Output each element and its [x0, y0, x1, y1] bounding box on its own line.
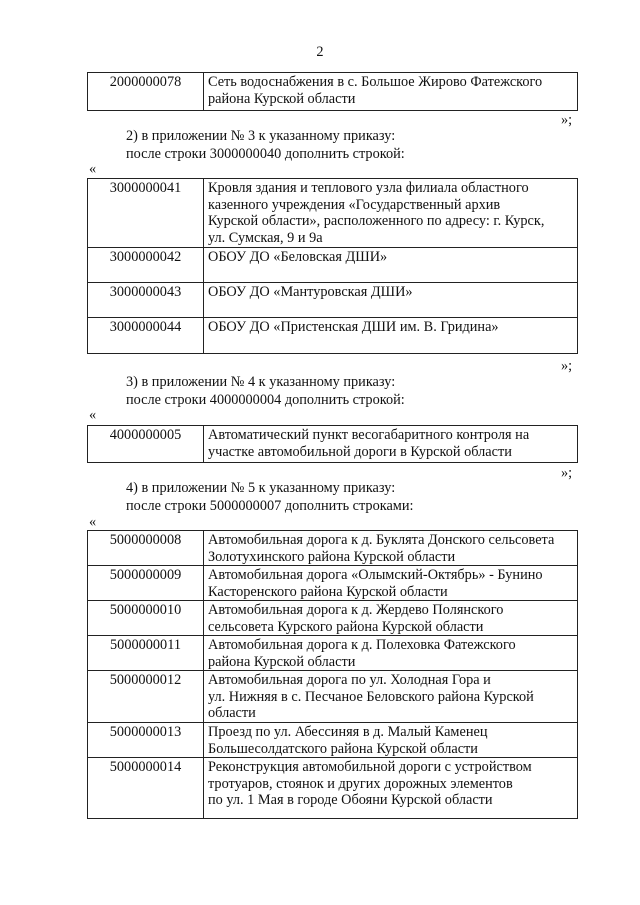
table-row	[88, 566, 578, 601]
row-description	[204, 566, 578, 601]
description-line: сельсовета Курского района Курской области	[208, 618, 484, 635]
description-line: участке автомобильной дороги в Курской области	[208, 443, 512, 460]
table-row	[88, 723, 578, 758]
section-3-heading: 3) в приложении № 4 к указанному приказу:	[126, 374, 396, 390]
table-row	[88, 601, 578, 636]
row-code: 2000000078	[88, 73, 204, 111]
table-row	[88, 671, 578, 723]
close-quote: »;	[561, 112, 573, 128]
description-line: Автомобильная дорога к д. Полеховка Фатежского	[208, 637, 516, 653]
row-description	[204, 248, 578, 283]
description-line: ОБОУ ДО «Пристенская ДШИ им. В. Гридина»	[208, 319, 499, 335]
row-description	[204, 179, 578, 248]
description-line: тротуаров, стоянок и других дорожных элементов	[208, 775, 513, 792]
description-line: Большесолдатского района Курской области	[208, 740, 478, 757]
row-code: 5000000009	[88, 566, 204, 601]
description-line: Реконструкция автомобильной дороги с устройством	[208, 759, 532, 775]
row-code: 5000000014	[88, 758, 204, 819]
table-appendix-5	[87, 530, 578, 819]
row-code: 5000000010	[88, 601, 204, 636]
description-line: Курской области», расположенного по адресу: г. Курск,	[208, 213, 545, 229]
description-line: по ул. 1 Мая в городе Обояни Курской области	[208, 792, 493, 808]
row-code: 3000000043	[88, 283, 204, 318]
open-quote: «	[89, 514, 97, 530]
section-3-instruction: после строки 4000000004 дополнить строкой:	[126, 392, 405, 408]
table-appendix-2	[87, 72, 578, 111]
row-description	[204, 636, 578, 671]
row-code: 5000000013	[88, 723, 204, 758]
row-code: 3000000041	[88, 179, 204, 248]
section-2-heading: 2) в приложении № 3 к указанному приказу:	[126, 128, 396, 144]
row-description	[204, 671, 578, 723]
row-description	[204, 531, 578, 566]
description-line: Касторенского района Курской области	[208, 583, 448, 600]
open-quote: «	[89, 407, 97, 423]
row-code: 3000000044	[88, 318, 204, 354]
description-line: ул. Сумская, 9 и 9а	[208, 229, 323, 246]
row-description	[204, 283, 578, 318]
section-2-instruction: после строки 3000000040 дополнить строкой:	[126, 146, 405, 162]
description-line: ул. Нижняя в с. Песчаное Беловского района Курской	[208, 688, 534, 705]
row-code: 3000000042	[88, 248, 204, 283]
description-line: района Курской области	[208, 653, 356, 670]
table-row	[88, 283, 578, 318]
table-appendix-3	[87, 178, 578, 354]
table-row	[88, 758, 578, 819]
description-line: Сеть водоснабжения в с. Большое Жирово Фатежского	[208, 74, 543, 90]
table-row	[88, 531, 578, 566]
description-line: Автомобильная дорога к д. Буклята Донского сельсовета	[208, 532, 555, 548]
description-line: Автомобильная дорога к д. Жердево Полянского	[208, 602, 504, 618]
description-line: Автоматический пункт весогабаритного контроля на	[208, 427, 530, 443]
description-line: области	[208, 705, 256, 721]
table-row	[88, 179, 578, 248]
description-line: ОБОУ ДО «Мантуровская ДШИ»	[208, 284, 413, 300]
description-line: района Курской области	[208, 90, 356, 107]
table-row	[88, 318, 578, 354]
row-code: 4000000005	[88, 426, 204, 463]
row-description	[204, 426, 578, 463]
description-line: казенного учреждения «Государственный архив	[208, 196, 501, 213]
row-description	[204, 601, 578, 636]
section-4-instruction: после строки 5000000007 дополнить строками:	[126, 498, 414, 514]
row-description	[204, 723, 578, 758]
description-line: Золотухинского района Курской области	[208, 548, 456, 565]
table-row	[88, 636, 578, 671]
close-quote: »;	[561, 465, 573, 481]
table-row	[88, 426, 578, 463]
row-code: 5000000008	[88, 531, 204, 566]
close-quote: »;	[561, 358, 573, 374]
description-line: Кровля здания и теплового узла филиала областного	[208, 180, 529, 196]
description-line: ОБОУ ДО «Беловская ДШИ»	[208, 249, 388, 265]
description-line: Автомобильная дорога по ул. Холодная Гора и	[208, 672, 491, 688]
description-line: Проезд по ул. Абессиняя в д. Малый Каменец	[208, 724, 488, 740]
table-row	[88, 248, 578, 283]
page-number: 2	[316, 44, 324, 60]
section-4-heading: 4) в приложении № 5 к указанному приказу:	[126, 480, 396, 496]
table-row	[88, 73, 578, 111]
description-line: Автомобильная дорога «Олымский-Октябрь» - Бунино	[208, 567, 543, 583]
table-appendix-4	[87, 425, 578, 463]
open-quote: «	[89, 161, 97, 177]
row-description	[204, 318, 578, 354]
row-description	[204, 73, 578, 111]
row-description	[204, 758, 578, 819]
row-code: 5000000012	[88, 671, 204, 723]
row-code: 5000000011	[88, 636, 204, 671]
